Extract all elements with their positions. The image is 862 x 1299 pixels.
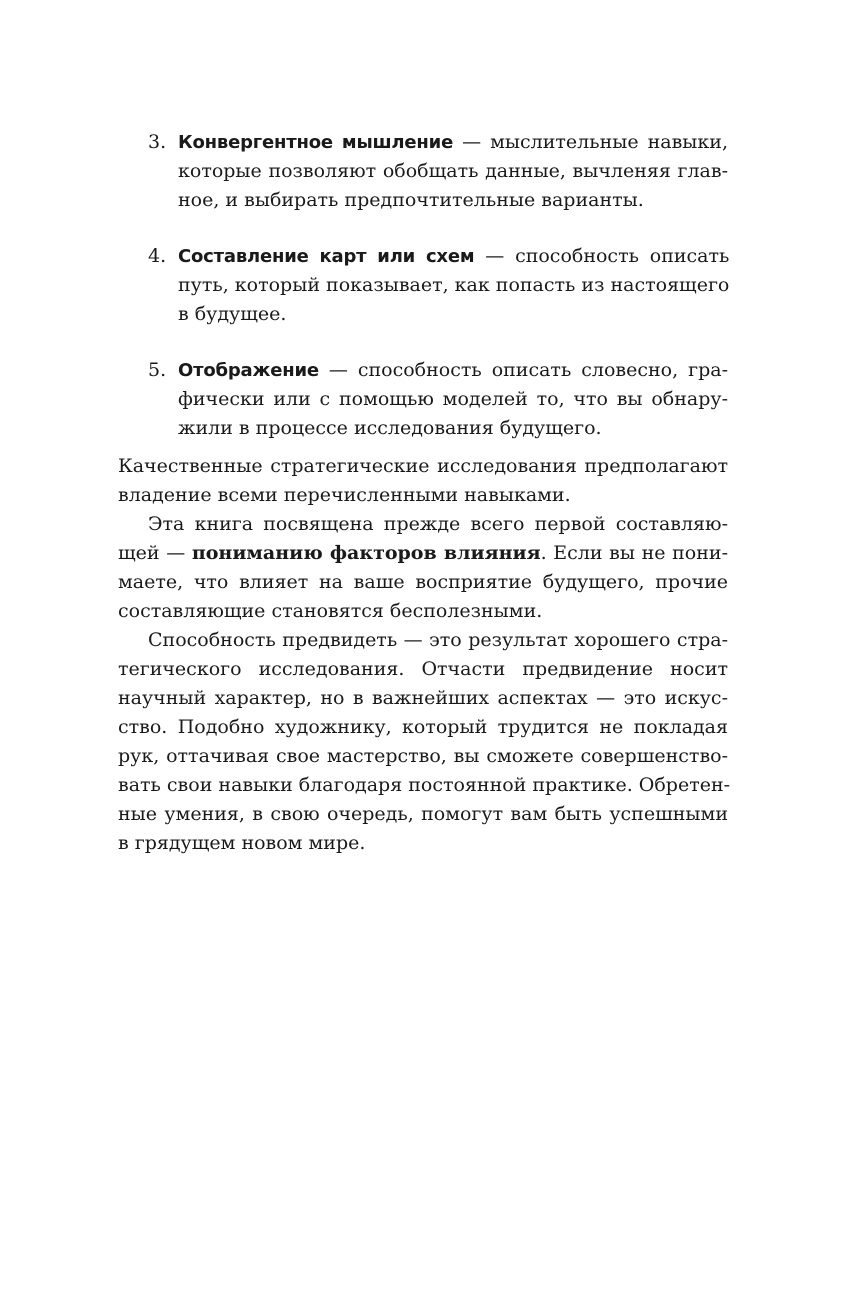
- text-line: тегического исследования. Отчасти предвидение носит: [118, 658, 728, 680]
- list-item-body: [178, 128, 728, 215]
- text-line: [178, 128, 728, 157]
- list-item-number: 3.: [148, 131, 167, 153]
- list-item: [148, 356, 728, 443]
- text-line: [178, 356, 728, 385]
- text-line: ные умения, в свою очередь, помогут вам быть успешными: [118, 803, 728, 825]
- text-line: научный характер, но в важнейших аспектах — это искус-: [118, 687, 728, 709]
- list-item-text: — способность описать: [474, 245, 730, 267]
- paragraph: [118, 510, 728, 626]
- text-line: в грядущем новом мире.: [118, 832, 366, 854]
- text-fragment: . Если вы не пони-: [540, 542, 728, 564]
- list-item-text: — способность описать словесно, гра-: [318, 359, 728, 381]
- emphasis-text: пониманию факторов влияния: [191, 542, 541, 564]
- text-line: ное, и выбирать предпочтительные варианты.: [178, 189, 644, 211]
- text-line: которые позволяют обобщать данные, вычленяя глав-: [178, 160, 728, 182]
- list-item-term: Отображение: [178, 360, 319, 381]
- text-line: фически или с помощью моделей то, что вы обнару-: [178, 388, 728, 410]
- list-item-body: [178, 356, 728, 443]
- text-line: [178, 242, 729, 271]
- text-line: маете, что влияет на ваше восприятие будущего, прочие: [118, 571, 728, 593]
- numbered-list: [148, 128, 728, 470]
- text-line: Качественные стратегические исследования предполагают: [118, 455, 728, 477]
- text-line: жили в процессе исследования будущего.: [178, 417, 602, 439]
- text-line: в будущее.: [178, 303, 287, 325]
- body-text: [118, 452, 731, 858]
- paragraph: [118, 626, 731, 858]
- text-line: Способность предвидеть — это результат хорошего стра-: [148, 629, 728, 651]
- list-item: [148, 128, 728, 215]
- text-line: владение всеми перечисленными навыками.: [118, 484, 571, 506]
- list-item-number: 4.: [148, 245, 167, 267]
- text-line: [118, 539, 728, 568]
- text-line: вать свои навыки благодаря постоянной практике. Обретен-: [118, 774, 731, 796]
- text-line: ство. Подобно художнику, который трудится не покладая: [118, 716, 728, 738]
- list-item: [148, 242, 728, 329]
- text-line: путь, который показывает, как попасть из настоящего: [178, 274, 730, 296]
- list-item-number: 5.: [148, 359, 167, 381]
- text-line: рук, оттачивая свое мастерство, вы сможете совершенство-: [118, 745, 728, 767]
- text-fragment: щей —: [118, 542, 192, 564]
- list-item-body: [178, 242, 729, 329]
- list-item-term: Конвергентное мышление: [178, 132, 454, 153]
- list-item-text: — мыслительные навыки,: [453, 131, 728, 153]
- list-item-term: Составление карт или схем: [178, 246, 475, 267]
- text-line: составляющие становятся бесполезными.: [118, 600, 543, 622]
- text-line: Эта книга посвящена прежде всего первой составляю-: [148, 513, 728, 535]
- paragraph: [118, 452, 728, 510]
